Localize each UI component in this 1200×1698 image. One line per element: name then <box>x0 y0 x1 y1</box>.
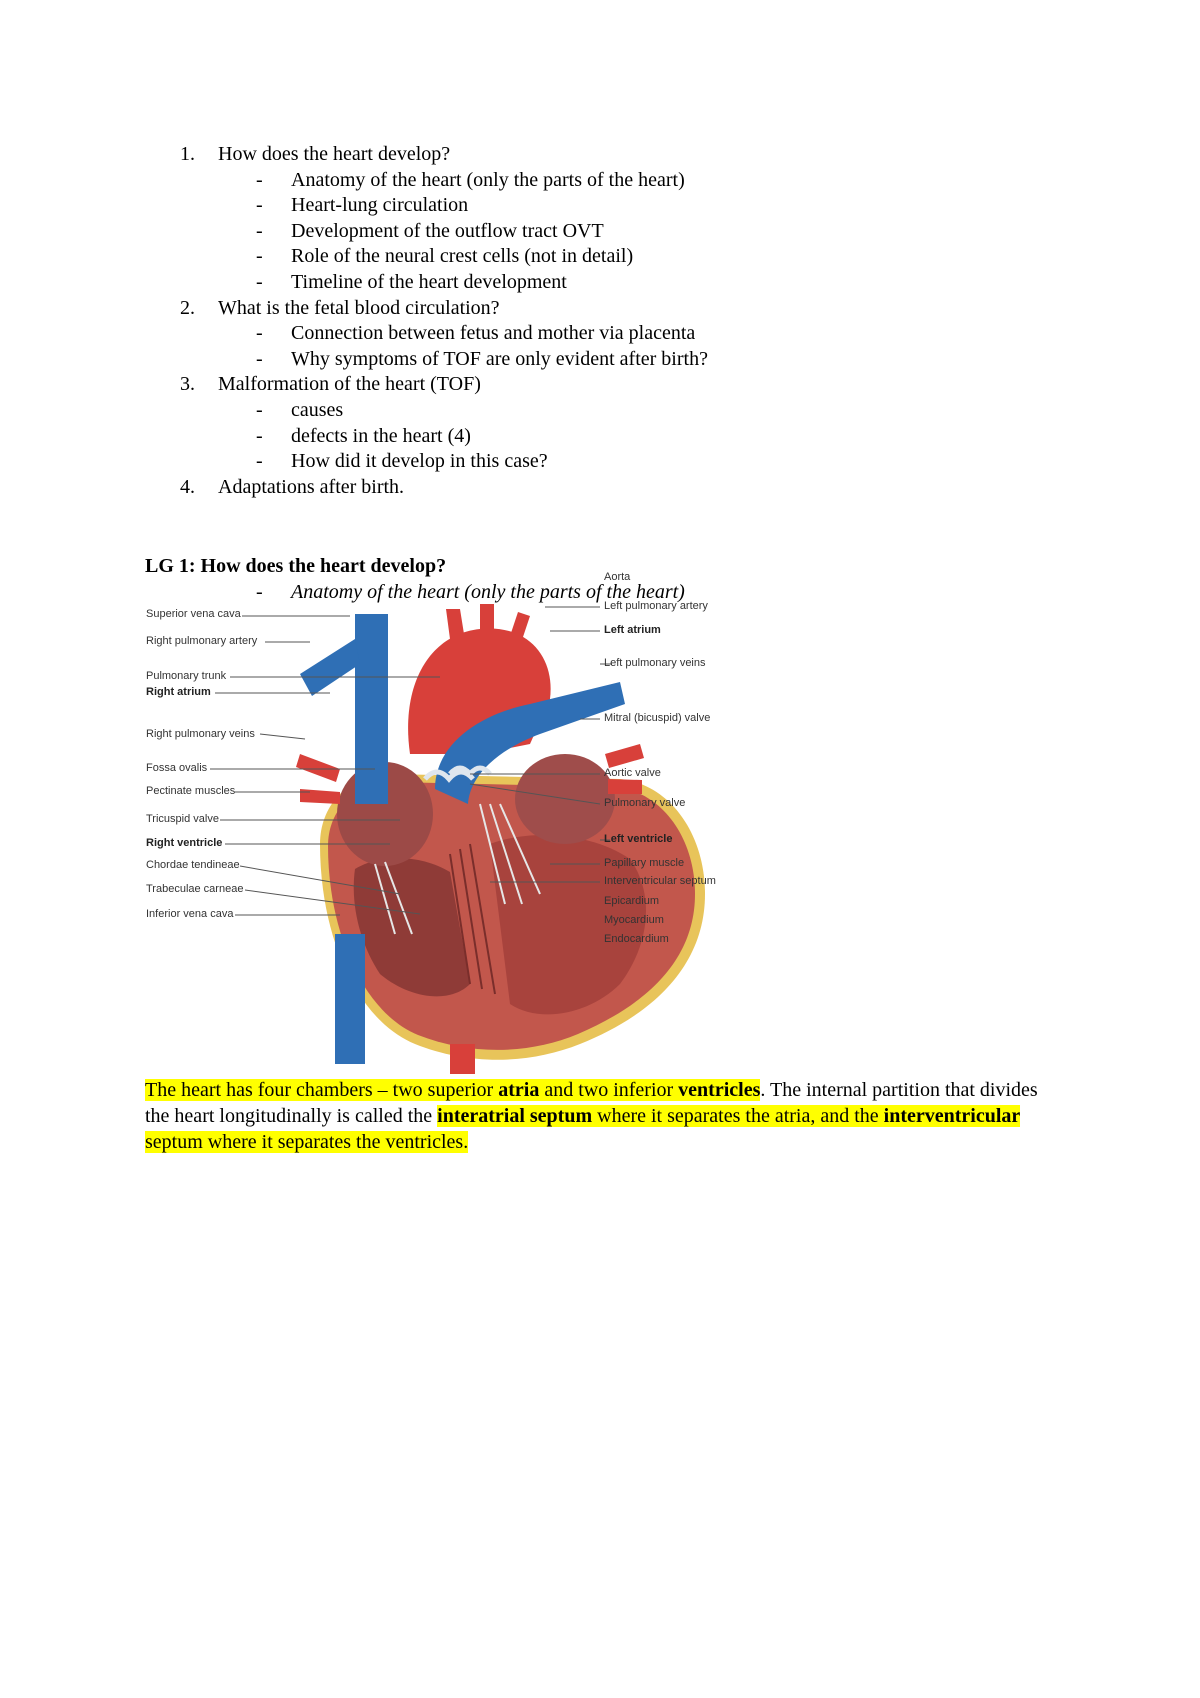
outline-subitem <box>180 219 708 245</box>
outline-subitem <box>180 193 708 219</box>
bold-term-interventricular: interventricular <box>883 1105 1021 1127</box>
list-dash: - <box>256 219 263 242</box>
highlighted-text: septum where it separates the ventricles. <box>145 1131 469 1153</box>
label-left-ventricle: Left ventricle <box>604 833 673 845</box>
label-right-pulmonary-artery: Right pulmonary artery <box>146 635 258 647</box>
right-pulmonary-artery-shape <box>300 639 360 696</box>
highlighted-text: The heart has four chambers – two superior <box>145 1079 499 1101</box>
subitem-text: Anatomy of the heart (only the parts of the heart) <box>291 168 685 191</box>
outline-subitem <box>180 270 708 296</box>
heart-illustration <box>150 604 790 1074</box>
subitem-text: Timeline of the heart development <box>291 270 567 293</box>
learning-goal-heading: LG 1: How does the heart develop? <box>145 555 447 577</box>
question-text: Adaptations after birth. <box>218 475 405 498</box>
outline-subitem <box>180 449 708 475</box>
subitem-text: Role of the neural crest cells (not in detail) <box>291 245 634 268</box>
subitem-text: Why symptoms of TOF are only evident after birth? <box>291 347 708 370</box>
list-dash: - <box>256 270 263 293</box>
label-mitral-valve: Mitral (bicuspid) valve <box>604 712 711 724</box>
list-dash: - <box>256 347 263 370</box>
label-trabeculae-carneae: Trabeculae carneae <box>146 883 244 895</box>
label-aortic-valve: Aortic valve <box>604 767 661 779</box>
outline-question <box>180 372 708 398</box>
label-pectinate-muscles: Pectinate muscles <box>146 785 236 797</box>
outline-question <box>180 296 708 322</box>
label-left-pulmonary-artery: Left pulmonary artery <box>604 600 708 612</box>
label-right-atrium: Right atrium <box>146 686 211 698</box>
list-number: 1. <box>180 143 195 165</box>
right-pulmonary-veins-shape <box>296 754 340 804</box>
subheading-text: Anatomy of the heart (only the parts of the heart) <box>291 581 685 603</box>
list-dash: - <box>256 245 263 268</box>
list-dash: - <box>256 398 263 421</box>
highlighted-text: and two inferior <box>539 1079 679 1101</box>
label-papillary-muscle: Papillary muscle <box>604 857 685 869</box>
learning-goals-outline <box>180 142 708 500</box>
outline-subitem <box>180 424 708 450</box>
list-dash: - <box>256 581 263 603</box>
label-left-atrium: Left atrium <box>604 624 661 636</box>
label-left-pulmonary-veins: Left pulmonary veins <box>604 657 706 669</box>
superior-vena-cava-shape <box>355 614 388 804</box>
label-superior-vena-cava: Superior vena cava <box>146 608 241 620</box>
subitem-text: defects in the heart (4) <box>291 424 471 447</box>
outline-subitem <box>180 347 708 373</box>
label-fossa-ovalis: Fossa ovalis <box>146 762 208 774</box>
question-text: What is the fetal blood circulation? <box>218 296 500 319</box>
list-number: 3. <box>180 373 195 396</box>
label-pulmonary-trunk: Pulmonary trunk <box>146 670 227 682</box>
label-endocardium: Endocardium <box>604 933 669 945</box>
list-dash: - <box>256 194 263 217</box>
label-right-ventricle: Right ventricle <box>146 837 223 849</box>
inferior-vena-cava-shape <box>335 934 365 1064</box>
plain-text: . The internal partition that divides the heart longitudinally is called the <box>145 1079 1038 1127</box>
outline-subitem <box>180 321 708 347</box>
bold-term-interatrial-septum: interatrial septum <box>437 1105 593 1127</box>
subitem-text: Development of the outflow tract OVT <box>291 219 604 242</box>
label-aorta: Aorta <box>604 571 631 583</box>
list-dash: - <box>256 450 263 473</box>
subitem-text: Heart-lung circulation <box>291 194 469 217</box>
question-text: Malformation of the heart (TOF) <box>218 373 481 396</box>
descending-aorta-shape <box>450 1044 475 1074</box>
outline-subitem <box>180 168 708 194</box>
subitem-text: Connection between fetus and mother via placenta <box>291 322 696 345</box>
label-epicardium: Epicardium <box>604 895 660 907</box>
outline-question <box>180 475 708 501</box>
label-myocardium: Myocardium <box>604 914 664 926</box>
label-tricuspid-valve: Tricuspid valve <box>146 813 219 825</box>
highlighted-text: where it separates the atria, and the <box>592 1105 884 1127</box>
bold-term-ventricles: ventricles <box>678 1079 761 1101</box>
list-dash: - <box>256 424 263 447</box>
question-text: How does the heart develop? <box>218 143 451 165</box>
subitem-text: How did it develop in this case? <box>291 450 548 473</box>
outline-subitem <box>180 398 708 424</box>
list-number: 2. <box>180 296 195 319</box>
label-interventricular-septum: Interventricular septum <box>604 875 716 887</box>
subitem-text: causes <box>291 398 344 421</box>
label-chordae-tendineae: Chordae tendineae <box>146 859 240 871</box>
bold-term-atria: atria <box>498 1079 540 1101</box>
outline-subitem <box>180 244 708 270</box>
label-right-pulmonary-veins: Right pulmonary veins <box>146 728 255 740</box>
label-inferior-vena-cava: Inferior vena cava <box>146 908 234 920</box>
list-number: 4. <box>180 475 195 498</box>
chambers-paragraph <box>145 1077 1045 1155</box>
label-pulmonary-valve: Pulmonary valve <box>604 797 686 809</box>
list-dash: - <box>256 322 263 345</box>
outline-question <box>180 142 708 168</box>
list-dash: - <box>256 168 263 191</box>
